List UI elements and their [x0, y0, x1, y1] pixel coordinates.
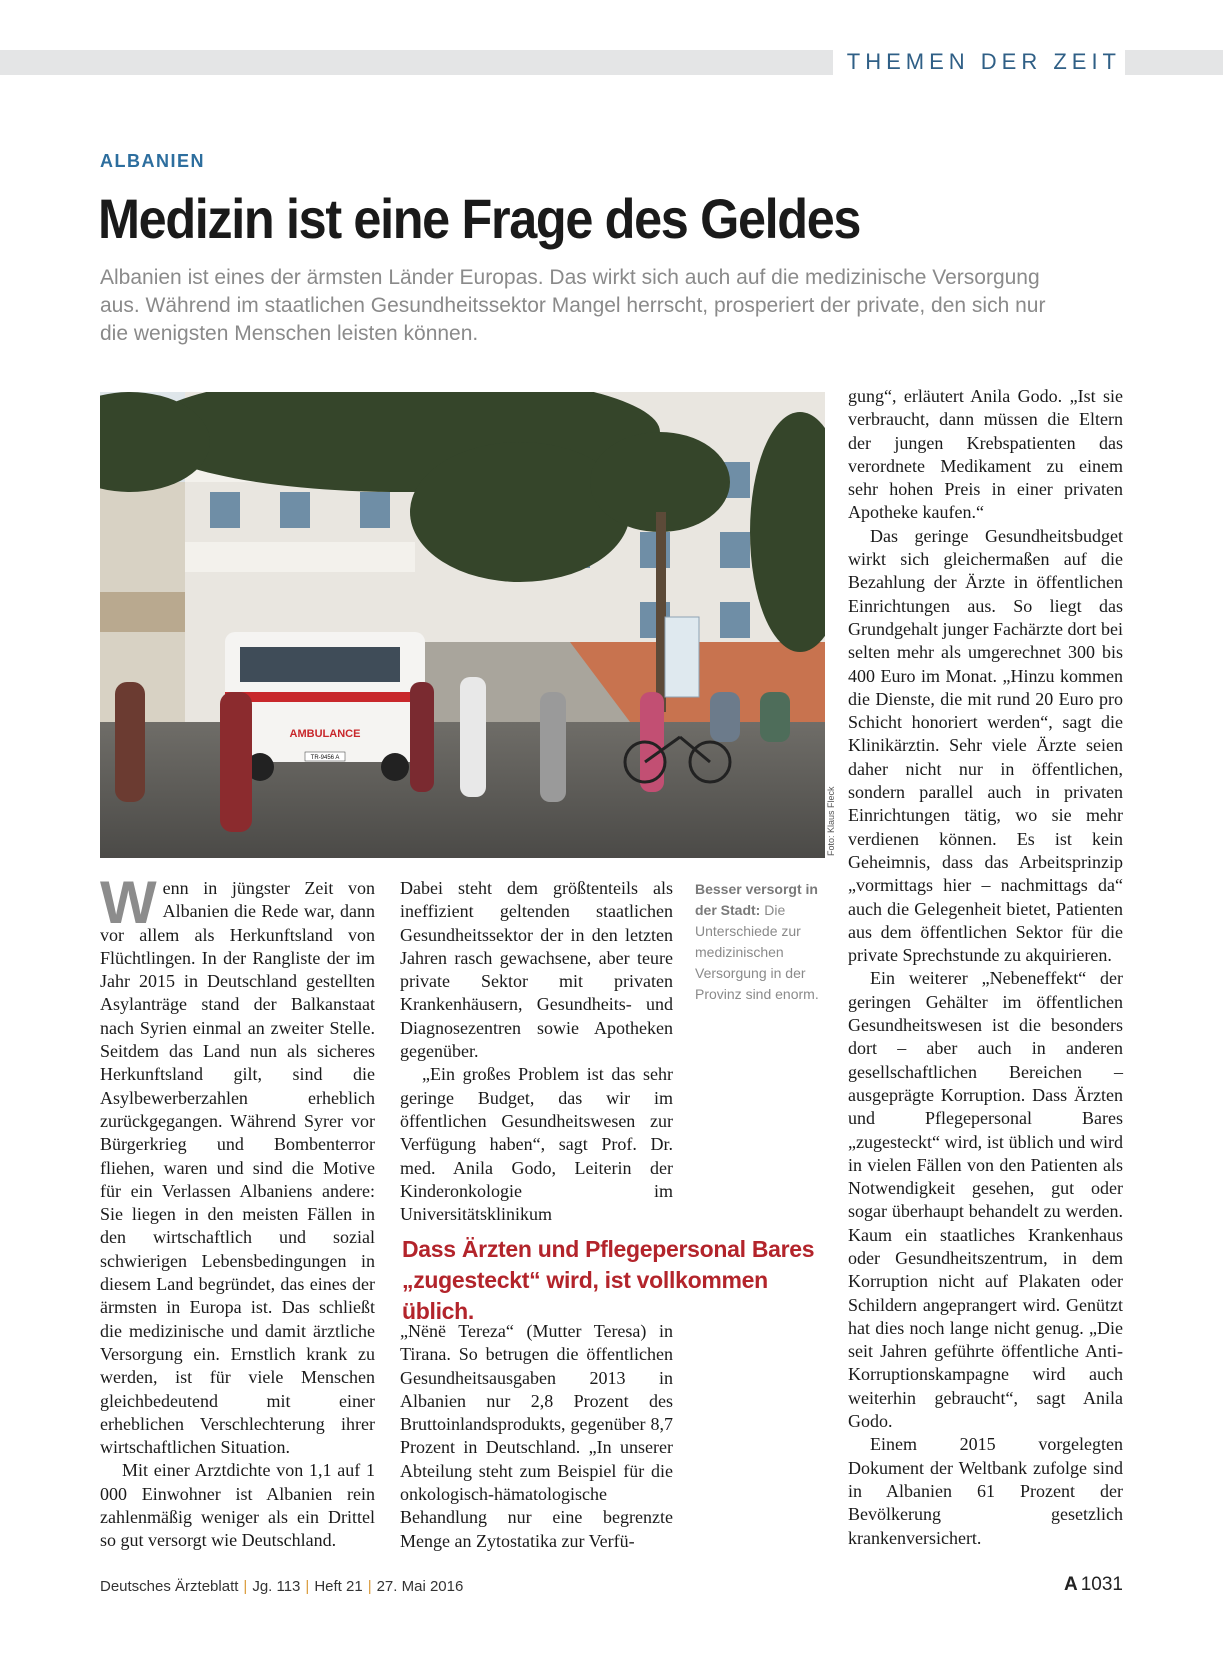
body-paragraph: gung“, erläutert Anila Godo. „Ist sie verbraucht, dann müssen die Eltern der jungen Krebspatienten das verordnete Medikament zu einem sehr hohen Preis in einer privaten Apotheke kaufen.“	[848, 386, 1123, 523]
publication-name: Deutsches Ärzteblatt	[100, 1578, 239, 1595]
body-paragraph: Dabei steht dem größtenteils als ineffizient geltenden staatlichen Gesundheitssektor der in den letzten Jahren rasch gewachsene, aber teure private Sektor mit privaten Krankenhäusern, Gesundheits- und Diagnosezentren sowie Apotheken gegenüber.	[400, 878, 673, 1062]
article-photo	[100, 392, 825, 858]
article-column-1	[100, 869, 375, 1553]
page-number: A 1031	[1063, 1574, 1123, 1595]
article-headline: Medizin ist eine Frage des Geldes	[98, 187, 861, 250]
body-paragraph: Mit einer Arztdichte von 1,1 auf 1 000 Einwohner ist Albanien rein zahlenmäßig weniger als ein Drittel so gut versorgt wie Deutschland.	[100, 1460, 375, 1551]
article-column-2	[400, 877, 673, 1226]
body-paragraph: „Ein großes Problem ist das sehr geringe Budget, das wir im öffentlichen Gesundheitswesen zur Verfügung haben“, sagt Prof. Dr. med. Anila Godo, Leiterin der Kinderonkologie im Universitätsklinikum	[400, 1064, 673, 1225]
issue: Heft 21	[314, 1578, 363, 1595]
dropcap: W	[100, 869, 157, 936]
pull-quote: Dass Ärzten und Pflegepersonal Bares „zugesteckt“ wird, ist vollkommen üblich.	[402, 1236, 815, 1324]
section-label: THEMEN DER ZEIT	[833, 47, 1125, 77]
issue-date: 27. Mai 2016	[376, 1578, 464, 1595]
page-footer: Deutsches Ärzteblatt | Jg. 113 | Heft 21 | 27. Mai 2016	[100, 1578, 464, 1595]
body-paragraph: Wenn in jüngster Zeit von Albanien die Rede war, dann vor allem als Herkunftsland von Flüchtlingen. In der Rangliste der im Jahr 2015 in Deutschland gestellten Asylanträge stand der Balkanstaat nach Syrien einmal an zweiter Stelle. Seitdem das Land nun als sicheres Herkunftsland gilt, sind die Asylbewerberzahlen erheblich zurückgegangen. Während Syrer vor Bürgerkrieg und Bombenterror fliehen, waren und sind die Motive für ein Verlassen Albaniens andere: Sie liegen in den meisten Fällen in den wirtschaftlich und sozial schwierigen Lebensbedingungen in diesem Land begründet, das eines der ärmsten in Europa ist. Das schließt die medizinische und damit ärztliche Versorgung ein. Ernstlich krank zu werden, ist für viele Menschen gleichbedeutend mit einer erheblichen Verschlechterung ihrer wirtschaftlichen Situation.	[100, 869, 375, 1458]
ambulance-lettering: AMBULANCE	[289, 728, 361, 740]
photo-caption: Besser versorgt in der Stadt: Die Unterschiede zur medizinischen Versorgung in der Provinz sind enorm.	[695, 881, 819, 1002]
article-column-3	[848, 385, 1123, 1550]
volume: Jg. 113	[252, 1578, 301, 1595]
body-paragraph: Das geringe Gesundheitsbudget wirkt sich gleichermaßen auf die Bezahlung der Ärzte in öffentlichen Einrichtungen aus. So liegt das Grundgehalt junger Fachärzte dort bei selten mehr als umgerechnet 300 bis 400 Euro im Monat. „Hinzu kommen die Dienste, die mit rund 20 Euro pro Schicht honoriert werden“, sagt die Klinikärztin. Sehr viele Ärzte seien daher nicht nur in öffentlichen, sondern parallel auch in privaten Einrichtungen tätig, wo sie mehr verdienen können. Es ist kein Geheimnis, dass das Arbeitsprinzip „vormittags hier – nachmittags da“ auch die Gelegenheit bietet, Patienten aus dem öffentlichen Sektor für die private Sprechstunde zu akquirieren.	[848, 525, 1123, 966]
photo-credit: Foto: Klaus Fleck	[826, 786, 836, 856]
article-lead: Albanien ist eines der ärmsten Länder Europas. Das wirkt sich auch auf die medizinische Versorgung aus. Während im staatlichen Gesundheitssektor Mangel herrscht, prosperiert der private, den sich nur die wenigsten Menschen leisten können.	[100, 266, 1046, 345]
ambulance-plate: TR-9456 A	[310, 755, 340, 761]
article-column-2-continued	[400, 1320, 673, 1553]
body-paragraph: „Nënë Tereza“ (Mutter Teresa) in Tirana. So betrugen die öffentlichen Gesundheitsausgaben 2013 in Albanien nur 2,8 Prozent des Bruttoinlandsprodukts, gegenüber 8,7 Prozent in Deutschland. „In unserer Abteilung steht zum Beispiel für die onkologisch-hämatologische Behandlung nur eine begrenzte Menge an Zytostatika zur Verfü-	[400, 1321, 673, 1551]
body-paragraph: Ein weiterer „Nebeneffekt“ der geringen Gehälter im öffentlichen Gesundheitswesen ist die besonders dort – aber auch in anderen gesellschaftlichen Bereichen – ausgeprägte Korruption. Dass Ärzten und Pflegepersonal Bares „zugesteckt“ wird, ist üblich und wird in vielen Fällen von den Patienten als Notwendigkeit gesehen, gut oder sogar überhaupt behandelt zu werden. Kaum ein staatliches Krankenhaus oder Gesundheitszentrum, in dem Korruption nicht auf Plakaten oder Schildern angeprangert wird. Genützt hat dies noch lange nicht genug. „Die seit Jahren geführte öffentliche Anti-Korruptionskampagne wird auch weiterhin gebraucht“, sagt Anila Godo.	[848, 968, 1123, 1432]
article-kicker: ALBANIEN	[100, 151, 205, 171]
body-paragraph: Einem 2015 vorgelegten Dokument der Weltbank zufolge sind in Albanien 61 Prozent der Bevölkerung gesetzlich krankenversichert.	[848, 1434, 1123, 1548]
